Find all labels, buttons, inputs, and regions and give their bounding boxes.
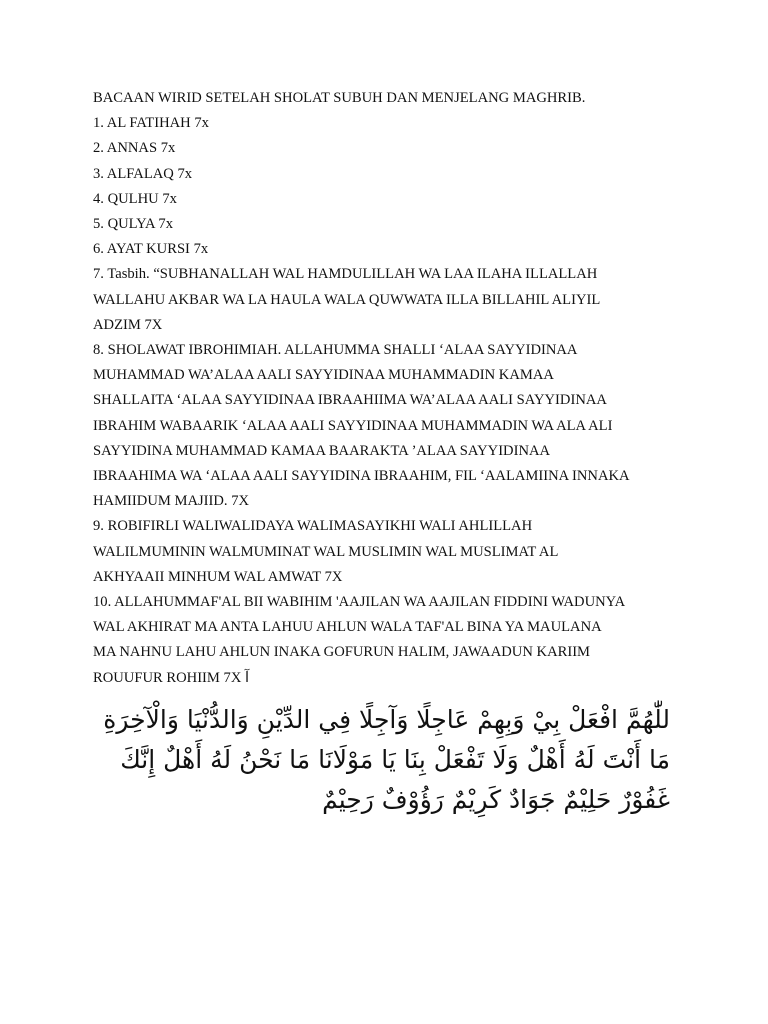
text-line: MUHAMMAD WA’ALAA AALI SAYYIDINAA MUHAMMADIN KAMAA bbox=[93, 367, 554, 384]
text-line: 2. ANNAS 7x bbox=[93, 140, 176, 157]
text-line: WALLAHU AKBAR WA LA HAULA WALA QUWWATA ILLA BILLAHIL ALIYIL bbox=[93, 291, 601, 308]
text-line: 10. ALLAHUMMAF'AL BII WABIHIM 'AAJILAN WA AAJILAN FIDDINI WADUNYA bbox=[93, 594, 626, 611]
text-line: SHALLAITA ‘ALAA SAYYIDINAA IBRAAHIIMA WA’ALAA AALI SAYYIDINAA bbox=[93, 392, 607, 409]
text-line: 1. AL FATIHAH 7x bbox=[93, 115, 209, 132]
text-line: SAYYIDINA MUHAMMAD KAMAA BAARAKTA ’ALAA SAYYIDINAA bbox=[93, 442, 551, 459]
text-line: 6. AYAT KURSI 7x bbox=[93, 241, 209, 258]
text-line: IBRAHIM WABAARIK ‘ALAA AALI SAYYIDINAA MUHAMMADIN WA ALA ALI bbox=[93, 417, 613, 434]
text-line: 4. QULHU 7x bbox=[93, 190, 177, 207]
arabic-line: مَا أَنْتَ لَهُ أَهْلٌ وَلَا تَفْعَلْ بِنَا يَا مَوْلَانَا مَا نَحْنُ لَهُ أَهْلٌ إِنَّكَ bbox=[120, 745, 670, 774]
text-line: 9. ROBIFIRLI WALIWALIDAYA WALIMASAYIKHI WALI AHLILLAH bbox=[93, 518, 533, 535]
text-line: 5. QULYA 7x bbox=[93, 216, 174, 233]
text-line: WALILMUMININ WALMUMINAT WAL MUSLIMIN WAL MUSLIMAT AL bbox=[93, 543, 559, 560]
text-line: ADZIM 7X bbox=[93, 316, 163, 333]
text-line: 7. Tasbih. “SUBHANALLAH WAL HAMDULILLAH WA LAA ILAHA ILLALLAH bbox=[93, 266, 598, 283]
text-line: IBRAAHIMA WA ‘ALAA AALI SAYYIDINA IBRAAHIM, FIL ‘AALAMIINA INNAKA bbox=[93, 468, 630, 485]
arabic-line: للّٰهُمَّ افْعَلْ بِيْ وَبِهِمْ عَاجِلًا وَآجِلًا فِي الدِّيْنِ وَالدُّنْيَا وَالْآخِرَةِ bbox=[103, 705, 670, 734]
text-line: 8. SHOLAWAT IBROHIMIAH. ALLAHUMMA SHALLI ‘ALAA SAYYIDINAA bbox=[93, 342, 578, 359]
text-line: HAMIIDUM MAJIID. 7X bbox=[93, 493, 250, 510]
text-line: WAL AKHIRAT MA ANTA LAHUU AHLUN WALA TAF'AL BINA YA MAULANA bbox=[93, 619, 602, 636]
text-line: AKHYAAII MINHUM WAL AMWAT 7X bbox=[93, 568, 343, 585]
document-title: BACAAN WIRID SETELAH SHOLAT SUBUH DAN MENJELANG MAGHRIB. bbox=[93, 90, 586, 106]
wirid-text-block bbox=[93, 86, 683, 691]
text-line: MA NAHNU LAHU AHLUN INAKA GOFURUN HALIM, JAWAADUN KARIIM bbox=[93, 644, 591, 661]
arabic-prayer-block bbox=[88, 700, 670, 820]
text-line: 3. ALFALAQ 7x bbox=[93, 165, 193, 182]
arabic-line: غَفُوْرٌ حَلِيْمٌ جَوَادٌ كَرِيْمٌ رَؤُوْفٌ رَحِيْمٌ bbox=[322, 785, 670, 814]
text-line: ROUUFUR ROHIIM 7X آ bbox=[93, 669, 250, 686]
